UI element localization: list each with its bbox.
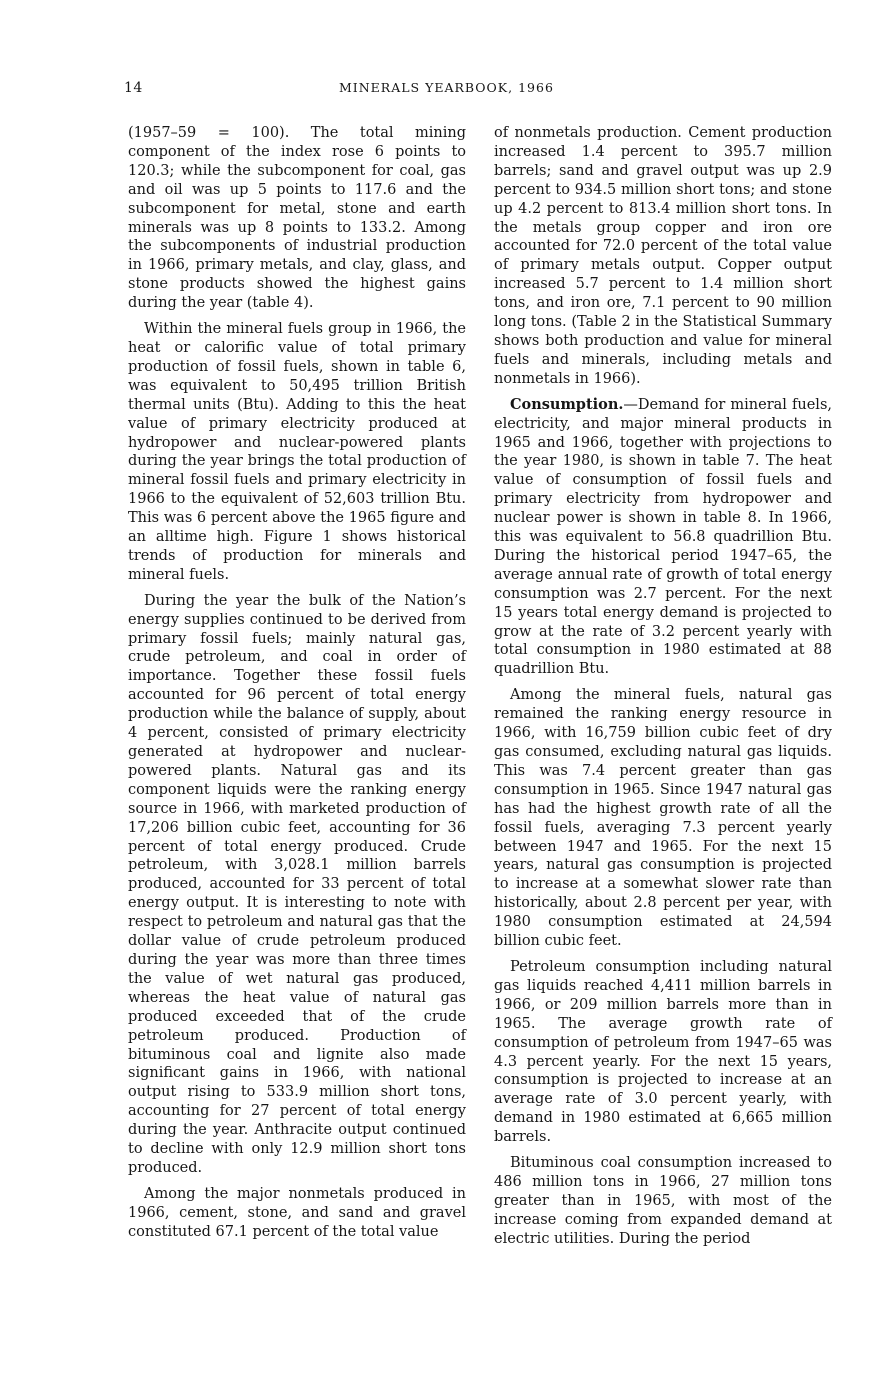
page-header <box>124 80 836 100</box>
right-column <box>494 124 832 1256</box>
paragraph: (1957–59 = 100). The total mining component of the index rose 6 points to 120.3; while the subcomponent for coal, gas and oil was up 5 points to 117.6 and the subcomponent for metal, stone and earth minerals was up 8 points to 133.2. Among the subcomponents of industrial production in 1966, primary metals, and clay, glass, and stone products showed the highest gains during the year (table 4). <box>128 125 466 312</box>
paragraph: Within the mineral fuels group in 1966, the heat or calorific value of total primary production of fossil fuels, shown in table 6, was equivalent to 50,495 trillion British thermal units (Btu). Adding to this the heat value of primary electricity produced at hydropower and nuclear-powered plants during the year brings the total production of mineral fossil fuels and primary electricity in 1966 to the equivalent of 52,603 trillion Btu. This was 6 percent above the 1965 figure and an alltime high. Figure 1 shows historical trends of production for minerals and mineral fuels. <box>128 321 466 583</box>
paragraph: During the year the bulk of the Nation’s energy supplies continued to be derived from primary fossil fuels; mainly natural gas, crude petroleum, and coal in order of importance. Together these fossil fuels accounted for 96 percent of total energy production while the balance of supply, about 4 percent, consisted of primary electricity generated at hydropower and nuclear-powered plants. Natural gas and its component liquids were the ranking energy source in 1966, with marketed production of 17,206 billion cubic feet, accounting for 36 percent of total energy produced. Crude petroleum, with 3,028.1 million barrels produced, accounted for 33 percent of total energy output. It is interesting to note with respect to petroleum and natural gas that the dollar value of crude petroleum produced during the year was more than three times the value of wet natural gas produced, whereas the heat value of natural gas produced exceeded that of the crude petroleum produced. Production of bituminous coal and lignite also made significant gains in 1966, with national output rising to 533.9 million short tons, accounting for 27 percent of total energy during the year. Anthracite output continued to decline with only 12.9 million short tons produced. <box>128 592 466 1176</box>
page-number: 14 <box>124 80 143 96</box>
running-head: MINERALS YEARBOOK, 1966 <box>339 80 554 95</box>
paragraph: of nonmetals production. Cement production increased 1.4 percent to 395.7 million barrels; sand and gravel output was up 2.9 percent to 934.5 million short tons; and stone up 4.2 percent to 813.4 million short tons. In the metals group copper and iron ore accounted for 72.0 percent of the total value of primary metals output. Copper output increased 5.7 percent to 1.4 million short tons, and iron ore, 7.1 percent to 90 million long tons. (Table 2 in the Statistical Summary shows both production and value for mineral fuels and minerals, including metals and nonmetals in 1966). <box>494 125 832 387</box>
paragraph: Petroleum consumption including natural gas liquids reached 4,411 million barrels in 1966, or 209 million barrels more than in 1965. The average growth rate of consumption of petroleum from 1947–65 was 4.3 percent yearly. For the next 15 years, consumption is projected to increase at an average rate of 3.0 percent yearly, with demand in 1980 estimated at 6,665 million barrels. <box>494 958 832 1146</box>
left-column <box>128 124 466 1249</box>
paragraph: Among the mineral fuels, natural gas remained the ranking energy resource in 1966, with 16,759 billion cubic feet of dry gas consumed, excluding natural gas liquids. This was 7.4 percent greater than gas consumption in 1965. Since 1947 natural gas has had the highest growth rate of all the fossil fuels, averaging 7.3 percent yearly between 1947 and 1965. For the next 15 years, natural gas consumption is projected to increase at a somewhat slower rate than historically, about 2.8 percent per year, with 1980 consumption estimated at 24,594 billion cubic feet. <box>494 687 832 950</box>
section-heading-consumption: Consumption. <box>510 395 624 413</box>
consumption-text: —Demand for mineral fuels, electricity, and major mineral products in 1965 and 1966, together with projections to the year 1980, is shown in table 7. The heat value of consumption of fossil fuels and primary electricity from hydropower and nuclear power is shown in table 8. In 1966, this was equivalent to 56.8 quadrillion Btu. During the historical period 1947–65, the average annual rate of growth of total energy consumption was 2.7 percent. For the next 15 years total energy demand is projected to grow at the rate of 3.2 percent yearly with total consumption in 1980 estimated at 88 quadrillion Btu. <box>494 396 832 678</box>
consumption-paragraph <box>494 396 832 680</box>
paragraph: Bituminous coal consumption increased to 486 million tons in 1966, 27 million tons greater than in 1965, with most of the increase coming from expanded demand at electric utilities. During the period <box>494 1155 832 1247</box>
paragraph: Among the major nonmetals produced in 1966, cement, stone, and sand and gravel constituted 67.1 percent of the total value <box>128 1185 466 1240</box>
